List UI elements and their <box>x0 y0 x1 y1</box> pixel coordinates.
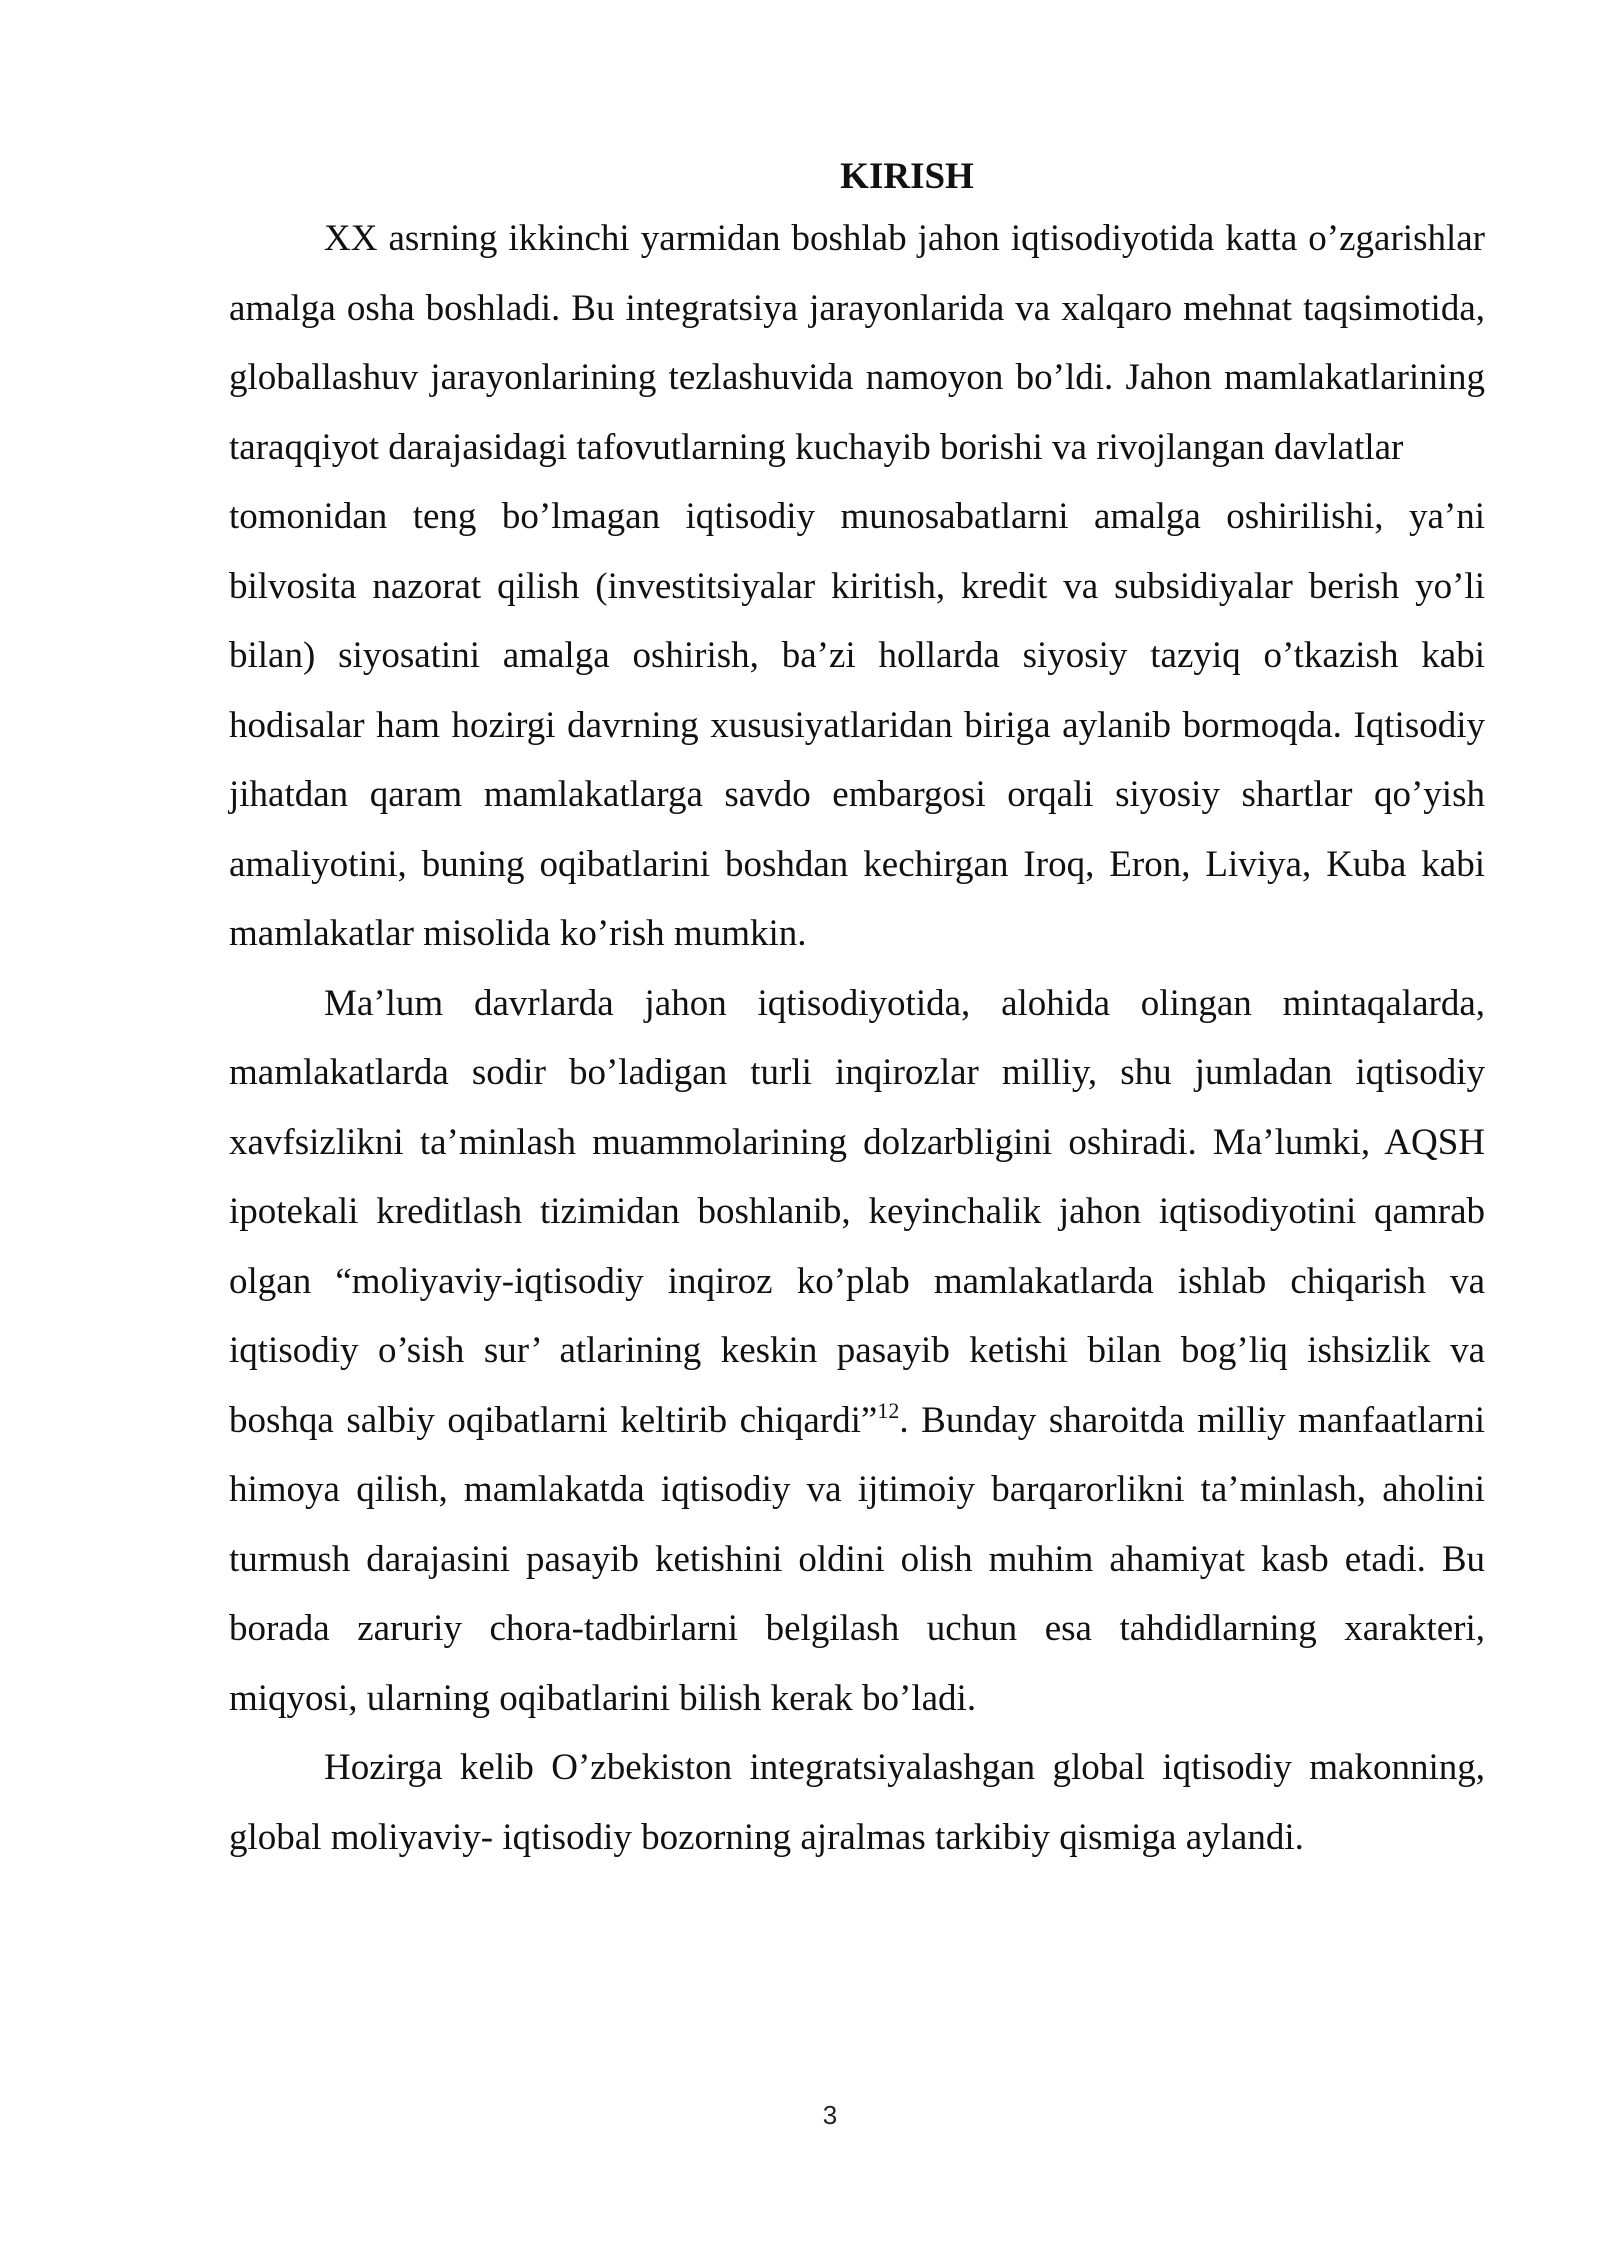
paragraph-4: Hozirga kelib O’zbekiston integratsiyalashgan global iqtisodiy makonning, global moliyaviy- iqtisodiy bozorning ajralmas tarkibiy qismiga aylandi. <box>229 1747 1485 1858</box>
paragraph-1: XX asrning ikkinchi yarmidan boshlab jahon iqtisodiyotida katta o’zgarishlar amalga osha boshladi. Bu integratsiya jarayonlarida va xalqaro mehnat taqsimotida, globallashuv jarayonlarining tezlashuvida namoyon bo’ldi. Jahon mamlakatlarining taraqqiyot darajasidagi tafovutlarning kuchayib borishi va rivojlangan davlatlar <box>229 218 1485 468</box>
footnote-reference[interactable]: 12 <box>877 1397 900 1423</box>
paragraph-3 <box>229 969 1485 1734</box>
paragraph-3-text-after: . Bunday sharoitda milliy manfaatlarni himoya qilish, mamlakatda iqtisodiy va ijtimoiy barqarorlikni ta’minlash, aholini turmush darajasini pasayib ketishini oldini olish muhim ahamiyat kasb etadi. Bu borada zaruriy chora-tadbirlarni belgilash uchun esa tahdidlarning xarakteri, miqyosi, ularning oqibatlarini bilish kerak bo’ladi. <box>229 1399 1486 1719</box>
paragraph-2: tomonidan teng bo’lmagan iqtisodiy munosabatlarni amalga oshirilishi, ya’ni bilvosita nazorat qilish (investitsiyalar kiritish, kredit va subsidiyalar berish yo’li bilan) siyosatini amalga oshirish, ba’zi hollarda siyosiy tazyiq o’tkazish kabi hodisalar ham hozirgi davrning xususiyatlaridan biriga aylanib bormoqda. Iqtisodiy jihatdan qaram mamlakatlarga savdo embargosi orqali siyosiy shartlar qo’yish amaliyotini, buning oqibatlarini boshdan kechirgan Iroq, Eron, Liviya, Kuba kabi mamlakatlar misolida ko’rish mumkin. <box>229 496 1485 954</box>
paragraph-3-text-before: Ma’lum davrlarda jahon iqtisodiyotida, alohida olingan mintaqalarda, mamlakatlarda sodir bo’ladigan turli inqirozlar milliy, shu jumladan iqtisodiy xavfsizlikni ta’minlash muammolarining dolzarbligini oshiradi. Ma’lumki, AQSH ipotekali kreditlash tizimidan boshlanib, keyinchalik jahon iqtisodiyotini qamrab olgan “moliyaviy-iqtisodiy inqiroz ko’plab mamlakatlarda ishlab chiqarish va iqtisodiy o’sish sur’ atlarining keskin pasayib ketishi bilan bog’liq ishsizlik va boshqa salbiy oqibatlarni keltirib chiqardi” <box>229 982 1485 1441</box>
section-heading: KIRISH <box>840 156 974 197</box>
page-body <box>229 150 1485 1872</box>
page-number: 3 <box>822 2100 838 2130</box>
